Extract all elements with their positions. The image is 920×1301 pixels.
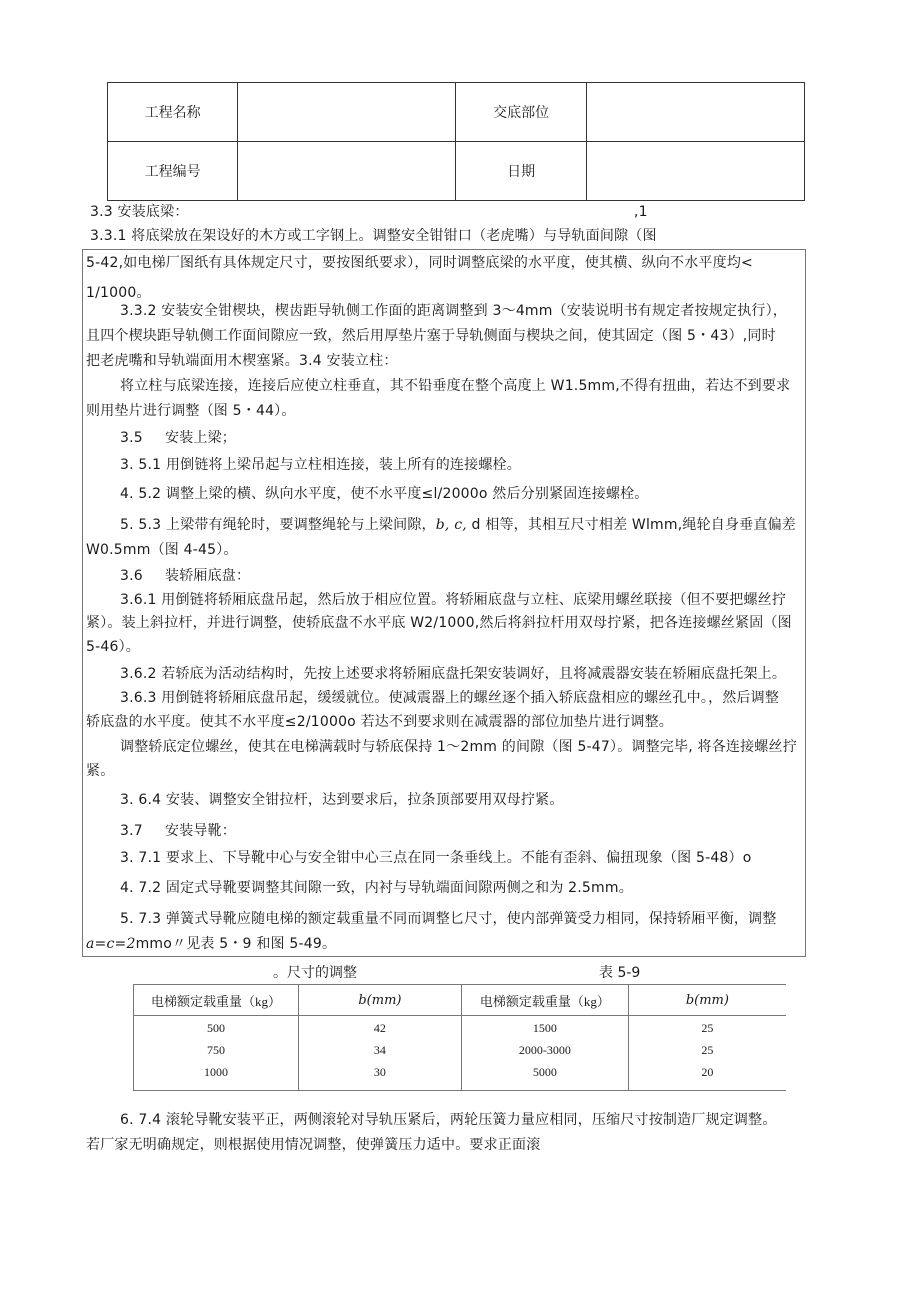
project-info-row-2 bbox=[108, 142, 805, 201]
section-3-6-1-line-2: 紧）。装上斜拉杆，并进行调整，使轿底盘不水平底 W2/1000,然后将斜拉杆用双母拧紧，把各连接螺丝紧固（图 bbox=[86, 615, 792, 631]
section-3-6-2: 3.6.2 若轿底为活动结构时，先按上述要求将轿厢底盘托架安装调好，且将减震器安装在轿厢底盘托架上。 bbox=[120, 666, 787, 682]
project-info-row-1 bbox=[108, 83, 805, 142]
table-cell: 42 bbox=[298, 1016, 461, 1040]
section-3-6-adjust-line-1: 调整轿底定位螺丝，使其在电梯满载时与轿底保持 1～2mm 的间隙（图 5-47）。调整完毕, 将各连接螺丝拧 bbox=[120, 739, 797, 755]
handover-part-value bbox=[587, 83, 805, 142]
section-3-4-line-2: 则用垫片进行调整（图 5・44）。 bbox=[86, 403, 296, 419]
table-cell: 34 bbox=[298, 1039, 461, 1061]
table-cell: 25 bbox=[628, 1016, 786, 1040]
section-3-5-1: 3. 5.1 用倒链将上梁吊起与立柱相连接，装上所有的连接螺栓。 bbox=[120, 457, 521, 473]
page-mark: ,1 bbox=[634, 204, 648, 220]
section-3-7-number: 3.7 bbox=[120, 823, 143, 839]
section-3-6-1-line-3: 5-46）。 bbox=[86, 639, 140, 655]
section-3-5-title: 安装上梁； bbox=[165, 430, 236, 446]
table-cell: 1500 bbox=[461, 1016, 628, 1040]
section-3-6-title: 装轿厢底盘： bbox=[165, 568, 251, 584]
spec-table-caption: 。尺寸的调整 bbox=[273, 965, 357, 981]
section-3-7-title: 安装导靴： bbox=[165, 823, 236, 839]
section-3-6-4: 3. 6.4 安装、调整安全钳拉杆，达到要求后，拉条顶部要用双母拧紧。 bbox=[120, 792, 564, 808]
section-3-5-3-line-1 bbox=[120, 516, 796, 534]
project-number-label: 工程编号 bbox=[108, 142, 238, 201]
section-3-3-1-line-3: 1/1000。 bbox=[86, 285, 151, 301]
section-3-5-number: 3.5 bbox=[120, 430, 143, 446]
header-b-mm-1: b(mm) bbox=[298, 985, 461, 1016]
date-label: 日期 bbox=[455, 142, 586, 201]
header-b-mm-2: b(mm) bbox=[628, 985, 786, 1016]
project-name-label: 工程名称 bbox=[108, 83, 238, 142]
table-row bbox=[134, 1016, 787, 1040]
section-3-5-3-line-2: W0.5mm（图 4-45）。 bbox=[86, 542, 238, 558]
table-cell: 500 bbox=[134, 1016, 299, 1040]
section-3-3-title: 3.3 安装底梁： bbox=[90, 204, 189, 220]
header-rated-load-1: 电梯额定载重量（kg） bbox=[134, 985, 299, 1016]
header-rated-load-2: 电梯额定载重量（kg） bbox=[461, 985, 628, 1016]
section-3-7-3-italic-formula: a=c=2 bbox=[86, 936, 136, 952]
section-3-3-2-line-3: 把老虎嘴和导轨端面用木楔塞紧。3.4 安装立柱： bbox=[86, 353, 398, 369]
project-number-value bbox=[238, 142, 456, 201]
section-3-3-2-line-1: 3.3.2 安装安全钳楔块，楔齿距导轨侧工作面的距离调整到 3～4mm（安装说明书有规定者按规定执行）， bbox=[120, 303, 788, 319]
section-3-7-3-line-2 bbox=[86, 935, 336, 953]
table-row bbox=[134, 1061, 787, 1091]
section-3-7-3-rest: mmo〃见表 5・9 和图 5-49。 bbox=[135, 936, 337, 952]
table-cell: 30 bbox=[298, 1061, 461, 1091]
section-3-6-3-line-1: 3.6.3 用倒链将轿厢底盘吊起，缓缓就位。使减震器上的螺丝逐个插入轿底盘相应的螺丝孔中。，然后调整 bbox=[120, 690, 780, 706]
section-3-7-3-line-1: 5. 7.3 弹簧式导靴应随电梯的额定载重量不同而调整匕尺寸，使内部弹簧受力相同，保持轿厢平衡，调整 bbox=[120, 911, 777, 927]
section-3-6-number: 3.6 bbox=[120, 568, 143, 584]
section-3-3-2-line-2: 且四个楔块距导轨侧工作面间隙应一致，然后用厚垫片塞于导轨侧面与楔块之间，使其固定（图 5・43）,同时 bbox=[86, 328, 776, 344]
section-3-7-4-line-2: 若厂家无明确规定，则根据使用情况调整，使弹簧压力适中。要求正面滚 bbox=[86, 1137, 541, 1153]
section-3-6-3-line-2: 轿底盘的水平度。使其不水平度≤2/1000o 若达不到要求则在减震器的部位加垫片进行调整。 bbox=[86, 714, 673, 730]
table-cell: 750 bbox=[134, 1039, 299, 1061]
section-3-6-adjust-line-2: 紧。 bbox=[86, 763, 115, 779]
section-3-5-3-suffix: d 相等，其相互尺寸相差 Wlmm,绳轮自身垂直偏差 bbox=[466, 517, 796, 533]
table-cell: 1000 bbox=[134, 1061, 299, 1091]
section-3-5-2: 4. 5.2 调整上梁的横、纵向水平度，使不水平度≤l/2000o 然后分别紧固连接螺栓。 bbox=[120, 486, 649, 502]
section-3-7-1: 3. 7.1 要求上、下导靴中心与安全钳中心三点在同一条垂线上。不能有歪斜、偏扭现象（图 5-48）o bbox=[120, 850, 752, 866]
table-cell: 25 bbox=[628, 1039, 786, 1061]
project-info-table bbox=[107, 82, 805, 201]
table-cell: 20 bbox=[628, 1061, 786, 1091]
handover-part-label: 交底部位 bbox=[455, 83, 586, 142]
section-3-6-1-line-1: 3.6.1 用倒链将轿厢底盘吊起，然后放于相应位置。将轿厢底盘与立柱、底梁用螺丝联接（但不要把螺丝拧 bbox=[120, 592, 787, 608]
date-value bbox=[587, 142, 805, 201]
guide-shoe-spec-table bbox=[133, 984, 786, 1091]
table-cell: 5000 bbox=[461, 1061, 628, 1091]
spec-table-header-row bbox=[134, 985, 787, 1016]
section-3-5-3-italic-vars: b, c, bbox=[435, 517, 467, 533]
table-row bbox=[134, 1039, 787, 1061]
section-3-5-3-prefix: 5. 5.3 上梁带有绳轮时，要调整绳轮与上梁间隙， bbox=[120, 517, 436, 533]
table-cell: 2000-3000 bbox=[461, 1039, 628, 1061]
section-3-3-1-line-1: 3.3.1 将底梁放在架设好的木方或工字钢上。调整安全钳钳口（老虎嘴）与导轨面间隙（图 bbox=[90, 228, 657, 244]
spec-table-number: 表 5-9 bbox=[599, 965, 641, 981]
section-3-7-2: 4. 7.2 固定式导靴要调整其间隙一致，内衬与导轨端面间隙两侧之和为 2.5mm。 bbox=[120, 880, 633, 896]
section-3-3-1-line-2: 5-42,如电梯厂图纸有具体规定尺寸，要按图纸要求），同时调整底梁的水平度，使其横、纵向不水平度均< bbox=[86, 255, 753, 271]
section-3-7-4-line-1: 6. 7.4 滚轮导靴安装平正，两侧滚轮对导轨压紧后，两轮压簧力量应相同，压缩尺寸按制造厂规定调整。 bbox=[120, 1112, 777, 1128]
section-3-4-line-1: 将立柱与底梁连接，连接后应使立柱垂直，其不铅垂度在整个高度上 W1.5mm,不得有扭曲，若达不到要求 bbox=[120, 378, 791, 394]
project-name-value bbox=[238, 83, 456, 142]
